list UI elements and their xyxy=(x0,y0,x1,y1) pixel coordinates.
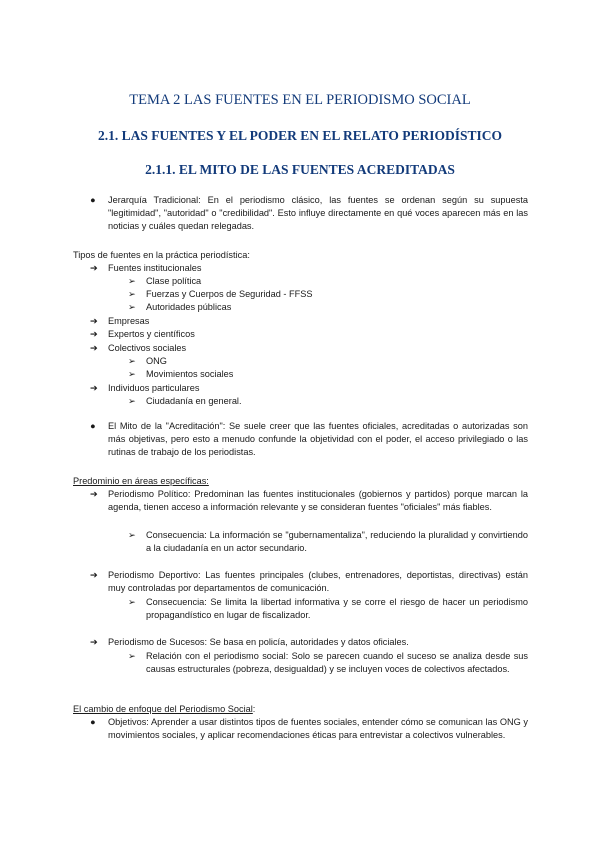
politico-paragraph: Periodismo Político: Predominan las fuentes institucionales (gobiernos y partidos) porque marcan la agenda, tienen acceso a información relevante y se consideran fuentes "oficiales" más fiables. xyxy=(108,489,528,513)
politico-consecuencia: Consecuencia: La información se "gubernamentaliza", reduciendo la pluralidad y convirtiendo a la ciudadanía en un actor secundario. xyxy=(146,530,528,554)
sub-marker: ➢ xyxy=(128,302,136,312)
sub-marker: ➢ xyxy=(128,530,136,540)
mito-paragraph: El Mito de la "Acreditación": Se suele creer que las fuentes oficiales, acreditadas o autorizadas son más objetivas, pero esto a menudo confunde la objetividad con el poder, el acceso privilegiado o las rutinas de trabajo de los periodistas. xyxy=(108,421,528,458)
arrow-marker: ➔ xyxy=(90,329,98,339)
list-item: Clase política xyxy=(146,276,202,286)
bullet-marker: ● xyxy=(90,421,96,431)
list-item: Colectivos sociales xyxy=(108,343,187,353)
sub-marker: ➢ xyxy=(128,356,136,366)
section-title: 2.1. LAS FUENTES Y EL PODER EN EL RELATO PERIODÍSTICO xyxy=(98,128,502,143)
list-item: ONG xyxy=(146,356,167,366)
objetivos-paragraph: Objetivos: Aprender a usar distintos tipos de fuentes sociales, entender cómo se comunican las ONG y movimientos sociales, y aplicar recomendaciones éticas para entrevistar a colectivos vulnerables. xyxy=(108,717,528,741)
sub-marker: ➢ xyxy=(128,651,136,661)
predominio-title: Predominio en áreas específicas: xyxy=(73,476,209,486)
deportivo-paragraph: Periodismo Deportivo: Las fuentes principales (clubes, entrenadores, deportistas, directivas) están muy controladas por departamentos de comunicación. xyxy=(108,570,528,594)
sub-marker: ➢ xyxy=(128,289,136,299)
tema-title: TEMA 2 LAS FUENTES EN EL PERIODISMO SOCIAL xyxy=(129,92,471,108)
tipos-title: Tipos de fuentes en la práctica periodística: xyxy=(73,250,250,260)
list-item: Autoridades públicas xyxy=(146,302,232,312)
bullet-marker: ● xyxy=(90,195,96,205)
arrow-marker: ➔ xyxy=(90,637,98,647)
list-item: Ciudadanía en general. xyxy=(146,396,242,406)
arrow-marker: ➔ xyxy=(90,316,98,326)
jerarquia-paragraph: Jerarquía Tradicional: En el periodismo clásico, las fuentes se ordenan según su supuesta "legitimidad", "autoridad" o "credibilidad". Esto influye directamente en qué voces aparecen más en las noticias y cuáles quedan relegadas. xyxy=(108,195,528,232)
list-item: Expertos y científicos xyxy=(108,329,195,339)
sucesos-relacion: Relación con el periodismo social: Solo se parecen cuando el suceso se analiza desde sus causas estructurales (pobreza, desigualdad) y se incluyen voces de colectivos afectados. xyxy=(146,651,528,675)
list-item: Fuentes institucionales xyxy=(108,263,202,273)
sucesos-paragraph: Periodismo de Sucesos: Se basa en policía, autoridades y datos oficiales. xyxy=(108,637,409,647)
list-item: Individuos particulares xyxy=(108,383,200,393)
list-item: Fuerzas y Cuerpos de Seguridad - FFSS xyxy=(146,289,313,299)
sub-marker: ➢ xyxy=(128,369,136,379)
cambio-title-suffix: : xyxy=(252,704,256,714)
list-item: Empresas xyxy=(108,316,150,326)
deportivo-consecuencia: Consecuencia: Se limita la libertad informativa y se corre el riesgo de hacer un periodismo propagandístico en lugar de fiscalizador. xyxy=(146,597,528,621)
arrow-marker: ➔ xyxy=(90,343,98,353)
bullet-marker: ● xyxy=(90,717,96,727)
list-item: Movimientos sociales xyxy=(146,369,234,379)
arrow-marker: ➔ xyxy=(90,570,98,580)
arrow-marker: ➔ xyxy=(90,383,98,393)
arrow-marker: ➔ xyxy=(90,263,98,273)
cambio-title xyxy=(73,703,255,716)
sub-marker: ➢ xyxy=(128,597,136,607)
cambio-title-text: El cambio de enfoque del Periodismo Social xyxy=(73,704,253,714)
sub-marker: ➢ xyxy=(128,276,136,286)
arrow-marker: ➔ xyxy=(90,489,98,499)
subsection-title: 2.1.1. EL MITO DE LAS FUENTES ACREDITADAS xyxy=(145,162,455,177)
sub-marker: ➢ xyxy=(128,396,136,406)
